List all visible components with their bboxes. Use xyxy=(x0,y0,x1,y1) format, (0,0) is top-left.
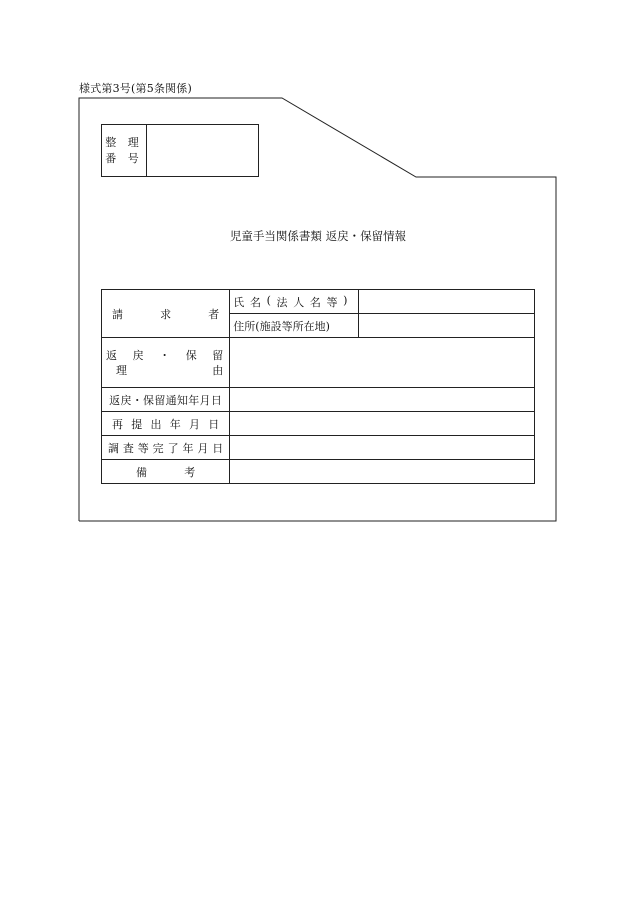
name-field[interactable] xyxy=(358,290,534,314)
notice-date-row xyxy=(102,388,535,412)
return-hold-reason-field[interactable] xyxy=(230,338,535,388)
survey-complete-date-label: 調 査 等 完 了 年 月 日 xyxy=(102,436,230,460)
resubmit-date-label: 再 提 出 年 月 日 xyxy=(102,412,230,436)
claimant-label: 請 求 者 xyxy=(102,290,230,338)
remarks-row xyxy=(102,460,535,484)
seiri-label-line2: 番 号 xyxy=(105,151,143,165)
survey-complete-date-field[interactable] xyxy=(230,436,535,460)
remarks-label: 備 考 xyxy=(102,460,230,484)
seiri-label-line1: 整 理 xyxy=(105,135,143,149)
address-label: 住所(施設等所在地) xyxy=(230,314,358,338)
resubmit-date-field[interactable] xyxy=(230,412,535,436)
seiri-number-field[interactable] xyxy=(147,125,259,177)
survey-complete-row xyxy=(102,436,535,460)
return-hold-reason-label: 返 戻 ・ 保 留 理 由 xyxy=(102,338,230,388)
seiri-number-label xyxy=(102,125,147,177)
notice-date-label: 返戻・保留通知年月日 xyxy=(102,388,230,412)
form-id: 様式第3号(第5条関係) xyxy=(79,82,192,95)
reason-row xyxy=(102,338,535,388)
main-form-table xyxy=(101,289,535,484)
name-label: 氏 名 ( 法 人 名 等 ) xyxy=(230,290,358,314)
address-field[interactable] xyxy=(358,314,534,338)
name-row xyxy=(102,290,535,314)
notice-date-field[interactable] xyxy=(230,388,535,412)
document-title: 児童手当関係書類 返戻・保留情報 xyxy=(229,229,407,243)
resubmit-date-row xyxy=(102,412,535,436)
seiri-number-box xyxy=(101,124,259,177)
remarks-field[interactable] xyxy=(230,460,535,484)
